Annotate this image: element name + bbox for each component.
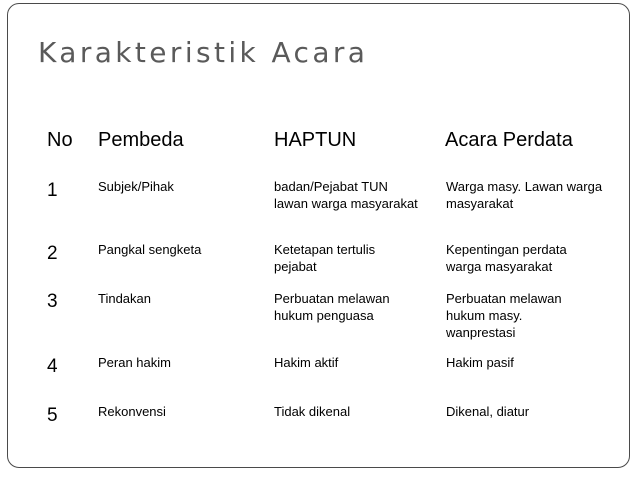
header-acara-perdata: Acara Perdata: [445, 129, 573, 151]
cell-pembeda: Peran hakim: [98, 355, 171, 370]
cell-haptun: Tidak dikenal: [274, 404, 351, 419]
cell-pembeda: Tindakan: [98, 291, 151, 306]
cell-acara-perdata: Perbuatan melawan hukum masy. wanprestasi: [446, 291, 562, 340]
row-number: 2: [47, 243, 58, 264]
row-number: 4: [47, 356, 58, 377]
header-no: No: [47, 129, 73, 151]
row-number: 3: [47, 291, 58, 312]
cell-haptun: Perbuatan melawan hukum penguasa: [274, 291, 390, 323]
cell-pembeda: Rekonvensi: [98, 404, 166, 419]
row-number: 1: [47, 180, 58, 201]
cell-haptun: Ketetapan tertulis pejabat: [274, 242, 376, 274]
cell-pembeda: Pangkal sengketa: [98, 242, 202, 257]
cell-acara-perdata: Hakim pasif: [446, 355, 514, 370]
cell-pembeda: Subjek/Pihak: [98, 179, 174, 194]
row-number: 5: [47, 405, 58, 426]
cell-acara-perdata: Warga masy. Lawan warga masyarakat: [446, 179, 603, 211]
header-haptun: HAPTUN: [274, 129, 357, 151]
header-pembeda: Pembeda: [98, 129, 184, 151]
cell-haptun: Hakim aktif: [274, 355, 339, 370]
slide-frame: [7, 3, 630, 468]
cell-acara-perdata: Dikenal, diatur: [446, 404, 530, 419]
slide-title: Karakteristik Acara: [38, 36, 369, 69]
cell-haptun: badan/Pejabat TUN lawan warga masyarakat: [274, 179, 418, 211]
cell-acara-perdata: Kepentingan perdata warga masyarakat: [446, 242, 567, 274]
